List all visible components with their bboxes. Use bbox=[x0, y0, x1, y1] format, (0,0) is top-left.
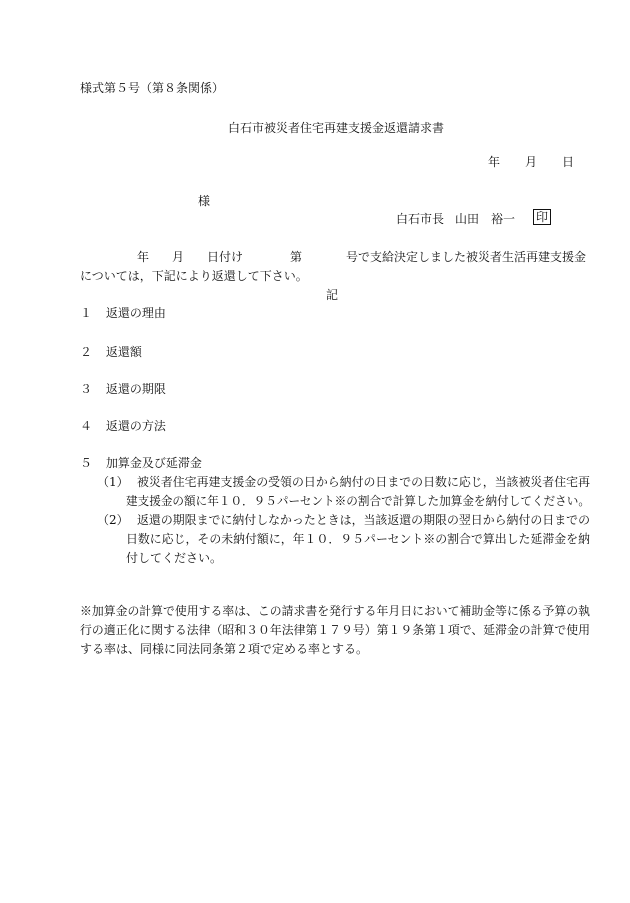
addressee-suffix: 様 bbox=[198, 194, 211, 208]
seal-box: 印 bbox=[533, 209, 551, 225]
note-line3: する率は、同様に同法同条第２項で定める率とする。 bbox=[80, 642, 369, 656]
item-label: 返還の期限 bbox=[105, 382, 166, 396]
item-1 bbox=[80, 305, 166, 321]
intro-year: 年 bbox=[137, 250, 150, 264]
date-month: 月 bbox=[525, 155, 538, 169]
sub-item-2-line3: 付してください。 bbox=[126, 551, 223, 565]
item-2 bbox=[80, 344, 142, 360]
note-line2: 行の適正化に関する法律（昭和３０年法律第１７９号）第１９条第１項で、延滞金の計算で使用 bbox=[80, 623, 590, 637]
sub-item-1-line1: 被災者住宅再建支援金の受領の日から納付の日までの日数に応じ，当該被災者住宅再 bbox=[137, 475, 591, 489]
sub-item-2-line1: 返還の期限までに納付しなかったときは，当該返還の期限の翌日から納付の日までの bbox=[137, 513, 591, 527]
intro-line1-rest: 号で支給決定しました被災者生活再建支援金 bbox=[346, 250, 587, 264]
intro-line2: については，下記により返還して下さい。 bbox=[80, 269, 308, 283]
sub-item-2-number: （2） bbox=[97, 513, 129, 527]
ki-heading: 記 bbox=[326, 288, 339, 302]
issuer-title: 白石市長 bbox=[396, 212, 445, 226]
date-day: 日 bbox=[562, 155, 575, 169]
item-number: ２ bbox=[80, 345, 93, 359]
intro-month: 月 bbox=[172, 250, 185, 264]
item-number: １ bbox=[80, 306, 93, 320]
intro-dated: 日付け bbox=[207, 250, 244, 264]
item-label: 返還の理由 bbox=[105, 306, 166, 320]
item-number: ３ bbox=[80, 382, 93, 396]
sub-item-1-number: （1） bbox=[97, 475, 129, 489]
sub-item-2-line2: 日数に応じ，その未納付額に，年１０．９５パーセント※の割合で算出した延滞金を納 bbox=[126, 532, 590, 546]
item-5 bbox=[80, 455, 202, 471]
issuer-name: 山田 裕一 bbox=[455, 212, 516, 226]
item-label: 加算金及び延滞金 bbox=[105, 456, 202, 470]
intro-dai: 第 bbox=[290, 250, 303, 264]
item-label: 返還額 bbox=[105, 345, 142, 359]
date-year: 年 bbox=[488, 155, 501, 169]
seal-mark bbox=[533, 209, 551, 225]
document-title: 白石市被災者住宅再建支援金返還請求書 bbox=[228, 121, 445, 135]
item-4 bbox=[80, 418, 166, 434]
item-label: 返還の方法 bbox=[105, 419, 166, 433]
item-number: ４ bbox=[80, 419, 93, 433]
note-line1: ※加算金の計算で使用する率は、この請求書を発行する年月日において補助金等に係る予算の執 bbox=[80, 604, 590, 618]
item-number: ５ bbox=[80, 456, 93, 470]
sub-item-1-line2: 建支援金の額に年１０．９５パーセント※の割合で計算した加算金を納付してください。 bbox=[126, 494, 590, 508]
item-3 bbox=[80, 381, 166, 397]
form-label: 様式第５号（第８条関係） bbox=[80, 81, 225, 95]
